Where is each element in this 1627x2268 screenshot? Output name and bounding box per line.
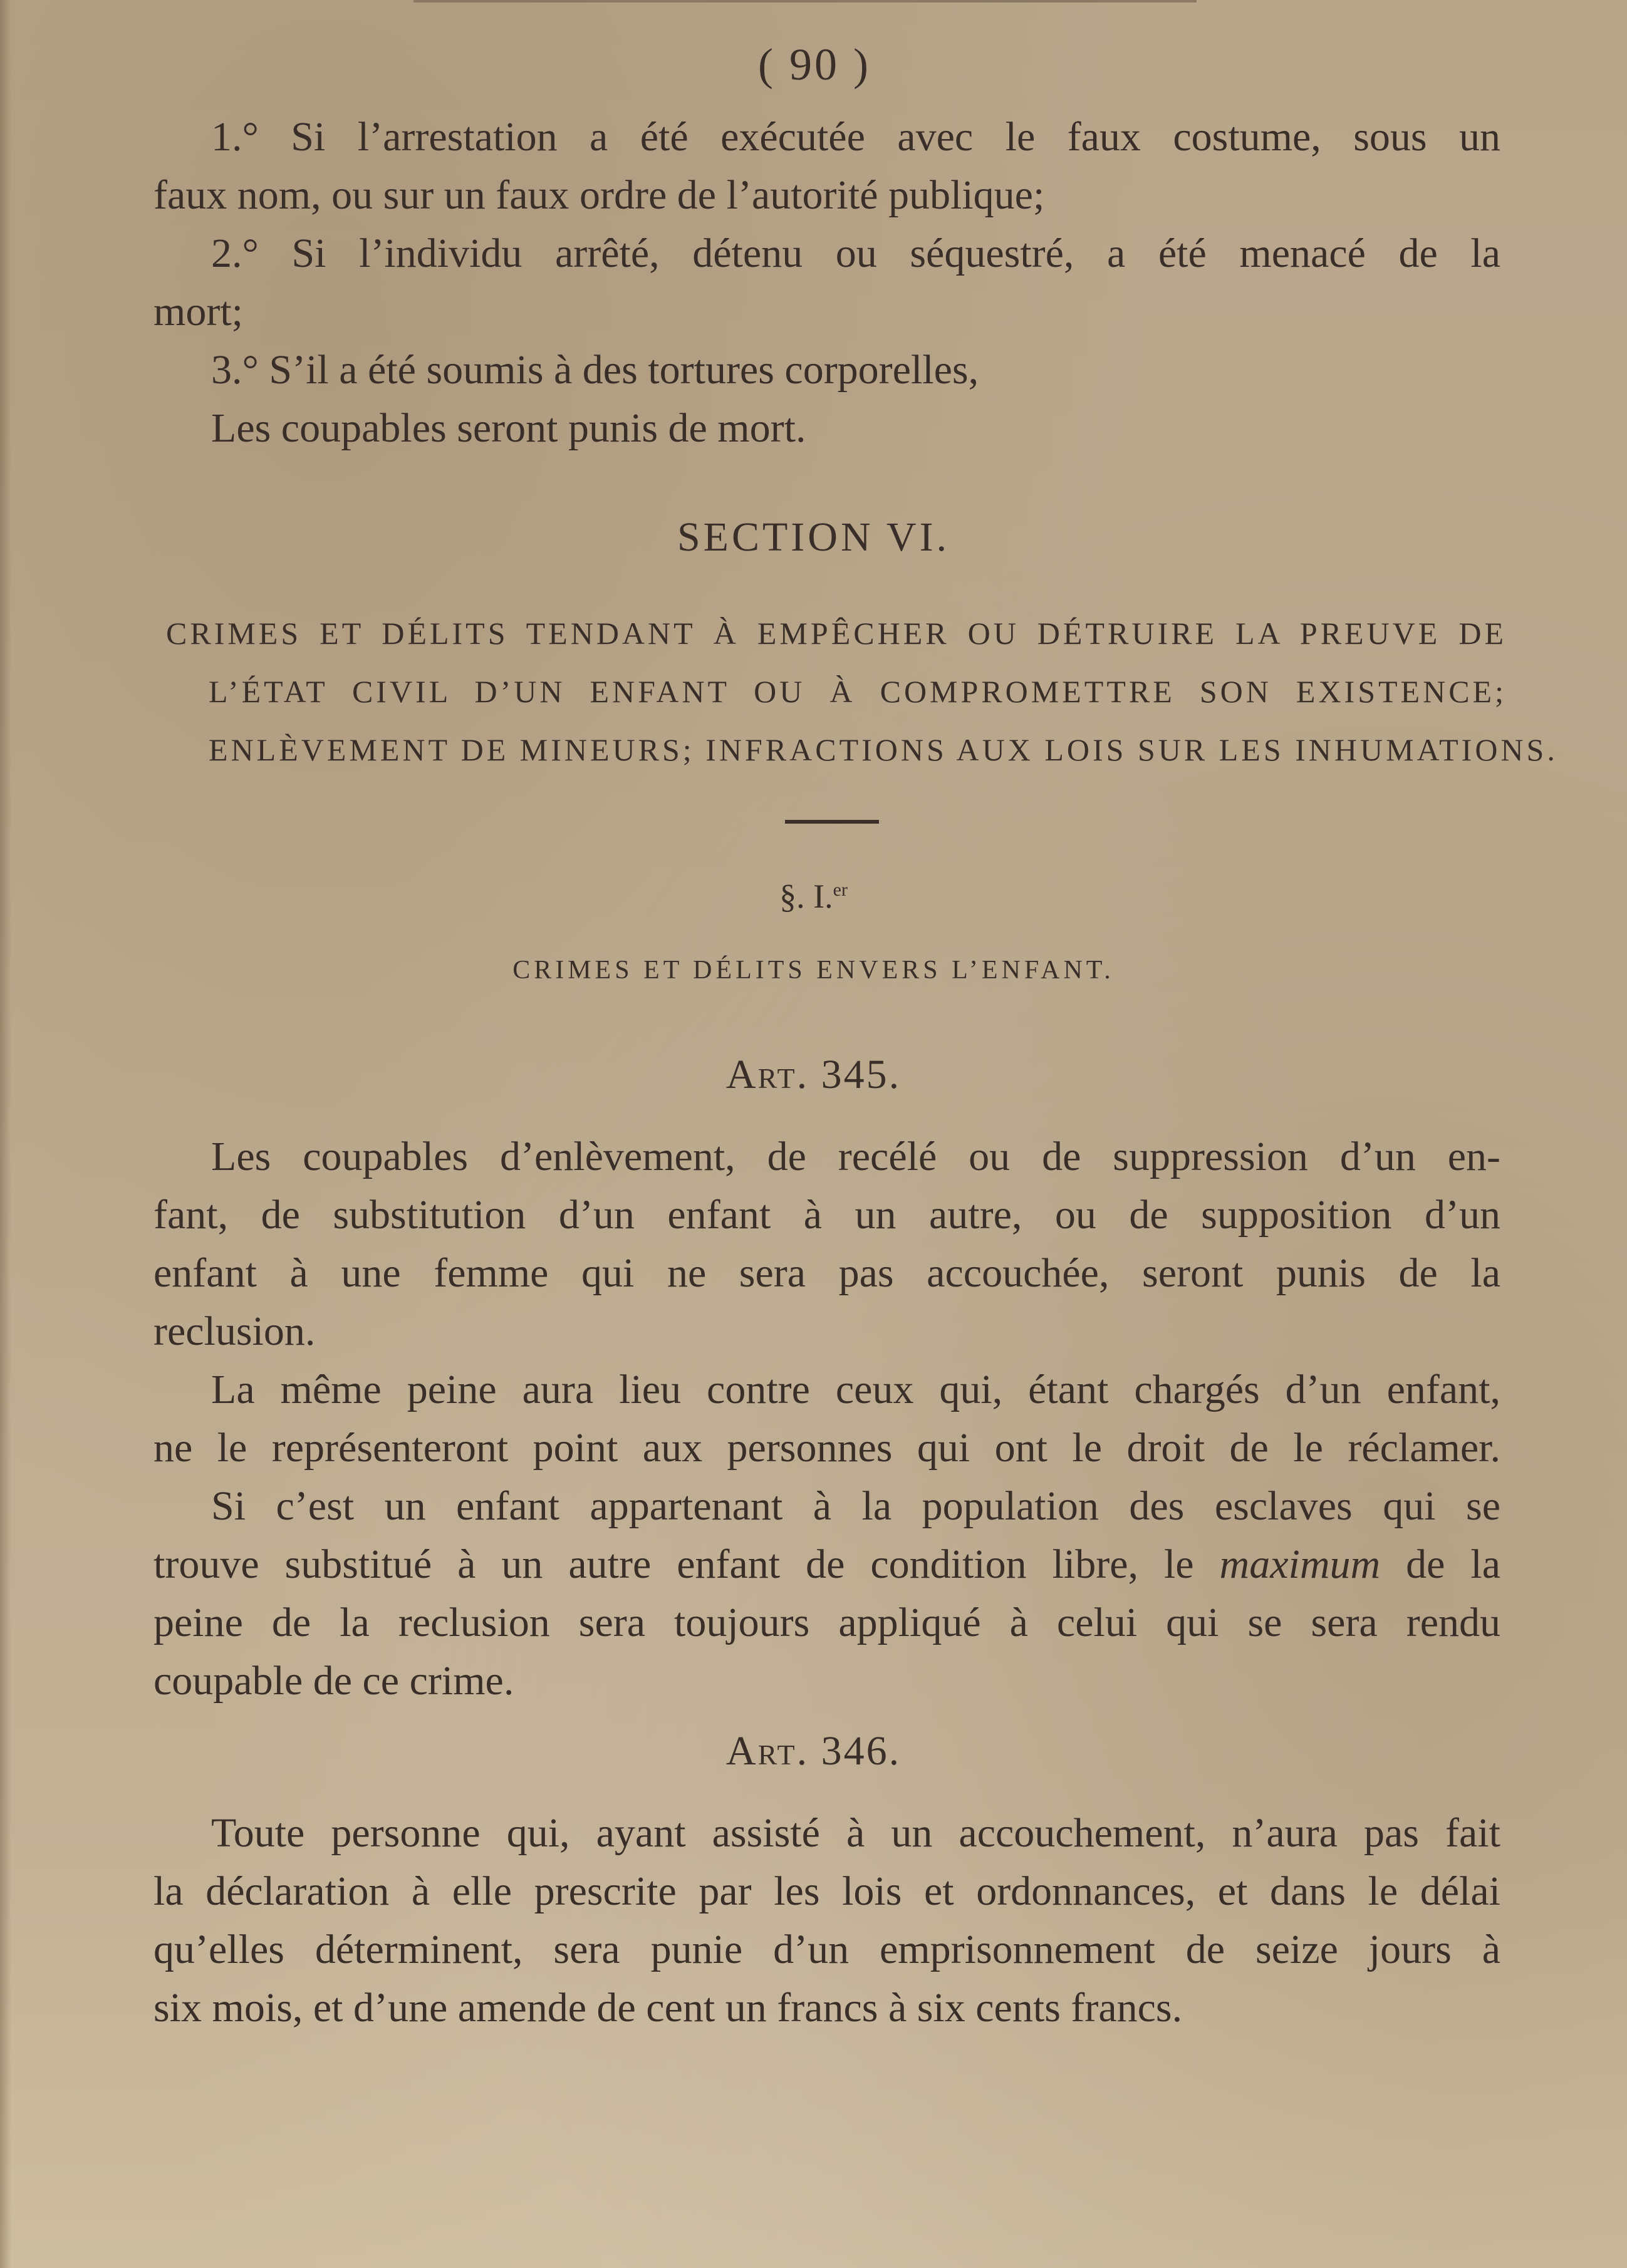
italic-term: maximum: [1219, 1541, 1381, 1587]
subsection-mark: [0, 877, 1627, 916]
text-line: 1.° Si l’arrestation a été exécutée avec le faux costume, sous un: [211, 114, 1500, 160]
text-line: Les coupables d’enlèvement, de recélé ou de suppression d’un en-: [211, 1134, 1500, 1179]
text-line: fant, de substitution d’un enfant à un autre, ou de supposition d’un: [153, 1192, 1500, 1238]
text-line: qu’elles déterminent, sera punie d’un emprisonnement de seize jours à: [153, 1927, 1500, 1972]
page-left-edge: [0, 0, 11, 2268]
text-line: 3.° S’il a été soumis à des tortures corporelles,: [211, 347, 979, 393]
text-line: peine de la reclusion sera toujours appliqué à celui qui se sera rendu: [153, 1600, 1500, 1645]
text-line: coupable de ce crime.: [153, 1658, 514, 1704]
text-line: Les coupables seront punis de mort.: [211, 405, 806, 451]
text-line: faux nom, ou sur un faux ordre de l’autorité publique;: [153, 172, 1045, 218]
subsection-mark-sup: er: [833, 879, 848, 900]
article-346-body: [153, 1804, 1500, 2037]
article-heading-text: Art. 345.: [725, 1052, 902, 1097]
text-line: mort;: [153, 289, 243, 334]
section-caption: [166, 604, 1558, 779]
text-line: six mois, et d’une amende de cent un francs à six cents francs.: [153, 1985, 1183, 2031]
text-line: [153, 1535, 1500, 1593]
section-caption-line: L’ÉTAT CIVIL D’UN ENFANT OU À COMPROMETTRE SON EXISTENCE;: [209, 674, 1507, 709]
text-line: La même peine aura lieu contre ceux qui, étant chargés d’un enfant,: [211, 1367, 1500, 1412]
text-line: la déclaration à elle prescrite par les lois et ordonnances, et dans le délai: [153, 1868, 1500, 1914]
article-346-heading: [0, 1727, 1627, 1775]
text-line: 2.° Si l’individu arrêté, détenu ou séquestré, a été menacé de la: [211, 230, 1500, 276]
text-line: ne le représenteront point aux personnes qui ont le droit de le réclamer.: [153, 1425, 1500, 1471]
subsection-title: CRIMES ET DÉLITS ENVERS L’ENFANT.: [512, 956, 1115, 985]
continuation-block: [153, 108, 1500, 457]
article-heading-text: Art. 346.: [725, 1728, 902, 1774]
text-line: reclusion.: [153, 1308, 316, 1354]
text-span: trouve substitué à un autre enfant de condition libre, le: [153, 1541, 1220, 1587]
top-rule: [413, 0, 1197, 3]
section-title: SECTION VI.: [677, 514, 950, 560]
text-line: Toute personne qui, ayant assisté à un accouchement, n’aura pas fait: [211, 1810, 1500, 1856]
text-line: enfant à une femme qui ne sera pas accouchée, seront punis de la: [153, 1250, 1500, 1296]
text-line: Si c’est un enfant appartenant à la population des esclaves qui se: [211, 1483, 1500, 1529]
article-345-body: [153, 1127, 1500, 1710]
page-number: ( 90 ): [758, 39, 871, 90]
section-caption-line: ENLÈVEMENT DE MINEURS; INFRACTIONS AUX LOIS SUR LES INHUMATIONS.: [209, 732, 1558, 767]
text-span: de la: [1380, 1541, 1500, 1587]
article-345-heading: [0, 1051, 1627, 1099]
subsection-mark-text: §. I.: [779, 878, 833, 915]
section-divider: [785, 820, 879, 824]
section-caption-line: CRIMES ET DÉLITS TENDANT À EMPÊCHER OU DÉTRUIRE LA PREUVE DE: [166, 616, 1507, 651]
